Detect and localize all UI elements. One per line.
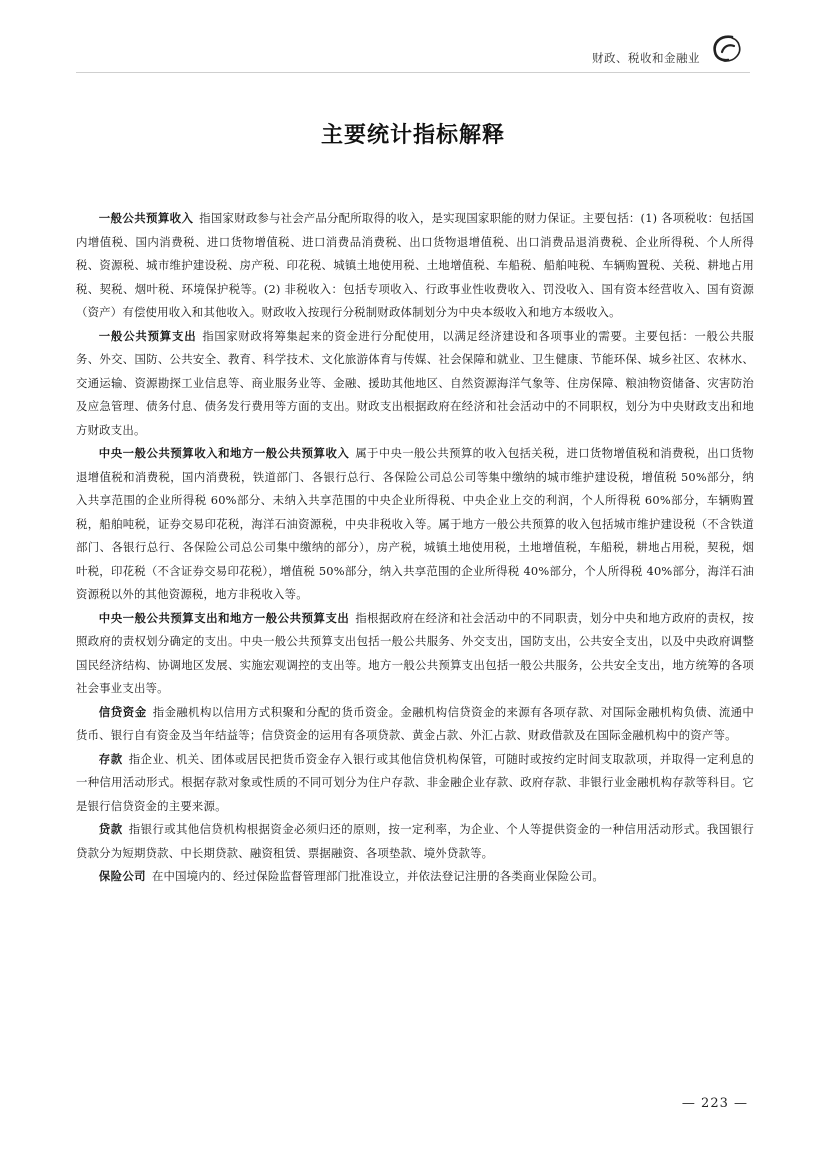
definition-term: 中央一般公共预算支出和地方一般公共预算支出	[98, 610, 350, 625]
definition-text: 在中国境内的、经过保险监督管理部门批准设立，并依法登记注册的各类商业保险公司。	[151, 869, 605, 883]
definition-entry	[76, 748, 754, 819]
definition-text: 指银行或其他信贷机构根据资金必须归还的原则，按一定利率，为企业、个人等提供资金的一种信用活动形式。我国银行贷款分为短期贷款、中长期贷款、融资租赁、票据融资、各项垫款、境外贷款等。	[76, 822, 754, 860]
definition-text: 指金融机构以信用方式积聚和分配的货币资金。金融机构信贷资金的来源有各项存款、对国际金融机构负债、流通中货币、银行自有资金及当年结益等；信贷资金的运用有各项贷款、黄金占款、外汇占款、财政借款及在国际金融机构中的资产等。	[76, 704, 755, 742]
definition-term: 存款	[98, 751, 123, 766]
definition-entry	[76, 207, 754, 325]
definition-entry	[76, 607, 754, 701]
definition-entry	[76, 701, 754, 748]
header-divider	[76, 72, 750, 73]
definition-text: 指根据政府在经济和社会活动中的不同职责，划分中央和地方政府的责权，按照政府的责权划分确定的支出。中央一般公共预算支出包括一般公共服务、外交支出，国防支出，公共安全支出，以及中央政府调整国民经济结构、协调地区发展、实施宏观调控的支出等。地方一般公共预算支出包括一般公共服务，公共安全支出，地方统筹的各项社会事业支出等。	[76, 610, 754, 695]
definition-text: 指国家财政将筹集起来的资金进行分配使用，以满足经济建设和各项事业的需要。主要包括：一般公共服务、外交、国防、公共安全、教育、科学技术、文化旅游体育与传媒、社会保障和就业、卫生健康、节能环保、城乡社区、农林水、交通运输、资源勘探工业信息等、商业服务业等、金融、援助其他地区、自然资源海洋气象等、住房保障、粮油物资储备、灾害防治及应急管理、债务付息、债务发行费用等方面的支出。财政支出根据政府在经济和社会活动中的不同职权，划分为中央财政支出和地方财政支出。	[76, 328, 755, 437]
definition-text: 属于中央一般公共预算的收入包括关税，进口货物增值税和消费税，出口货物退增值税和消费税，国内消费税，铁道部门、各银行总行、各保险公司总公司等集中缴纳的城市维护建设税，增值税 50%部分，纳入共享范围的企业所得税 60%部分、未纳入共享范围的中央企业所得税、中央企业上交的利润，个人所得税 60%部分，车辆购置税，船舶吨税，证券交易印花税，海洋石油资源税，中央非税收入等。属于地方一般公共预算的收入包括城市维护建设税（不含铁道部门、各银行总行、各保险公司总公司集中缴纳的部分），房产税，城镇土地使用税，土地增值税，车船税，耕地占用税，契税，烟叶税，印花税（不含证券交易印花税），增值税 50%部分，纳入共享范围的企业所得税 40%部分，个人所得税 40%部分，海洋石油资源税以外的其他资源税，地方非税收入等。	[76, 446, 754, 601]
definition-entry	[76, 442, 754, 607]
definition-term: 信贷资金	[98, 704, 147, 719]
definitions-list	[76, 207, 754, 889]
definition-text: 指国家财政参与社会产品分配所取得的收入，是实现国家职能的财力保证。主要包括：(1) 各项税收：包括国内增值税、国内消费税、进口货物增值税、进口消费品消费税、出口货物退增值税、出口消费品退消费税、企业所得税、个人所得税、资源税、城市维护建设税、房产税、印花税、城镇土地使用税、土地增值税、车船税、船舶吨税、车辆购置税、关税、耕地占用税、契税、烟叶税、环境保护税等。(2) 非税收入：包括专项收入、行政事业性收费收入、罚没收入、国有资本经营收入、国有资源（资产）有偿使用收入和其他收入。财政收入按现行分税制财政体制划分为中央本级收入和地方本级收入。	[76, 211, 754, 319]
definition-term: 保险公司	[98, 869, 146, 883]
definition-entry	[76, 865, 754, 889]
definition-entry	[76, 818, 754, 865]
definition-term: 贷款	[98, 822, 123, 836]
running-header	[592, 32, 744, 66]
section-title: 财政、税收和金融业	[592, 51, 700, 65]
definition-term: 一般公共预算支出	[98, 328, 197, 343]
definition-entry	[76, 325, 754, 443]
definition-text: 指企业、机关、团体或居民把货币资金存入银行或其他信贷机构保管，可随时或按约定时间支取款项，并取得一定利息的一种信用活动形式。根据存款对象或性质的不同可划分为住户存款、非金融企业存款、政府存款、非银行业金融机构存款等科目。它是银行信贷资金的主要来源。	[76, 751, 754, 813]
page-title: 主要统计指标解释	[320, 123, 505, 148]
page-number: — 223 —	[681, 1096, 748, 1111]
definition-term: 一般公共预算收入	[98, 211, 194, 225]
chapter-emblem-icon	[710, 34, 744, 64]
definition-term: 中央一般公共预算收入和地方一般公共预算收入	[98, 446, 350, 460]
